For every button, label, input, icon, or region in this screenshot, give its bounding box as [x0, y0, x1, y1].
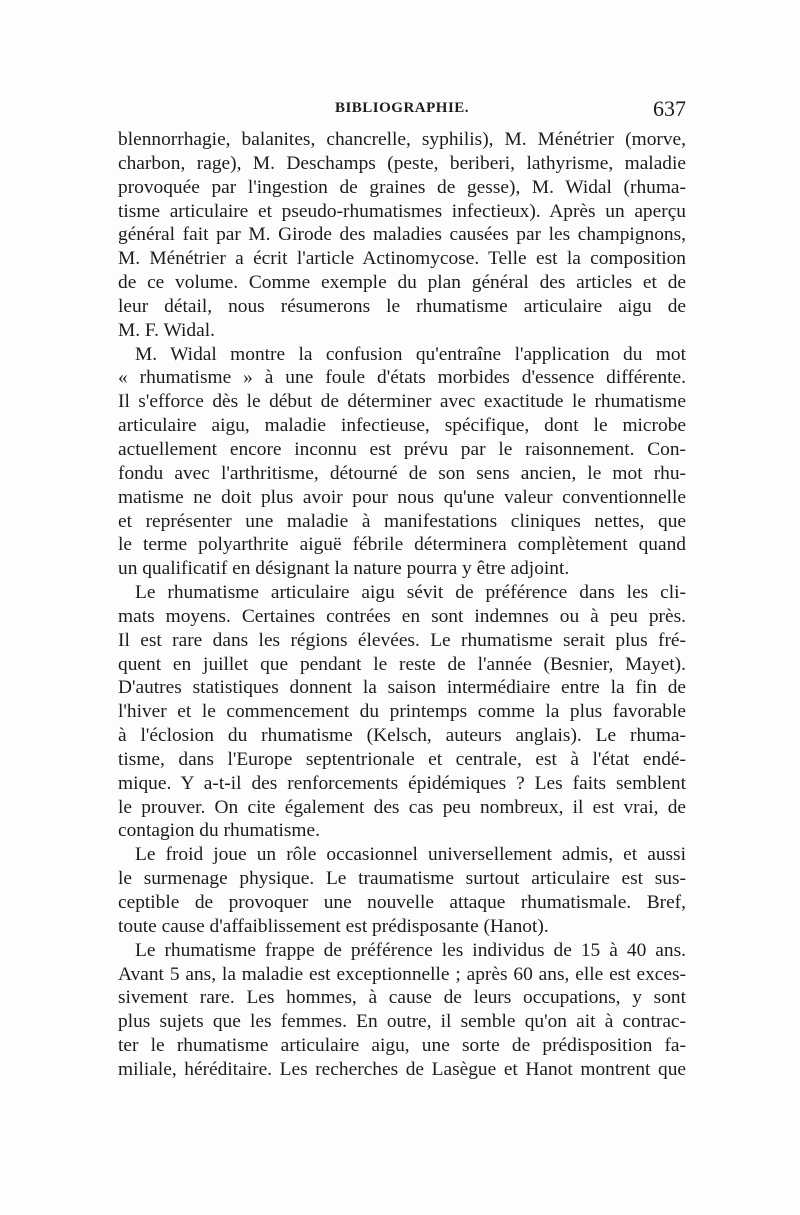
text-line: Le froid joue un rôle occasionnel universellement admis, et aussi: [135, 844, 686, 866]
text-line: « rhumatisme » à une foule d'états morbides d'essence différente.: [118, 367, 686, 389]
text-line: blennorrhagie, balanites, chancrelle, syphilis), M. Ménétrier (morve,: [118, 129, 686, 150]
text-line: charbon, rage), M. Deschamps (peste, beriberi, lathyrisme, maladie: [118, 152, 686, 174]
text-line: fondu avec l'arthritisme, détourné de son sens ancien, le mot rhu-: [118, 462, 686, 484]
text-line: plus sujets que les femmes. En outre, il semble qu'on ait à contrac-: [118, 1011, 686, 1033]
running-title: BIBLIOGRAPHIE.: [334, 100, 470, 116]
text-line: Avant 5 ans, la maladie est exceptionnelle ; après 60 ans, elle est exces-: [118, 963, 686, 985]
text-line: sivement rare. Les hommes, à cause de leurs occupations, y sont: [118, 987, 686, 1009]
text-line: mats moyens. Certaines contrées en sont indemnes ou à peu près.: [118, 605, 686, 627]
text-line: toute cause d'affaiblissement est prédisposante (Hanot).: [118, 915, 549, 937]
text-line: miliale, héréditaire. Les recherches de Lasègue et Hanot montrent que: [118, 1058, 686, 1080]
text-line: le surmenage physique. Le traumatisme surtout articulaire est sus-: [118, 868, 686, 890]
text-line: matisme ne doit plus avoir pour nous qu'une valeur conventionnelle: [118, 486, 686, 508]
text-line: tisme articulaire et pseudo-rhumatismes infectieux). Après un aperçu: [118, 200, 686, 222]
text-line: quent en juillet que pendant le reste de l'année (Besnier, Mayet).: [118, 653, 686, 675]
text-line: actuellement encore inconnu est prévu par le raisonnement. Con-: [118, 438, 686, 460]
text-line: leur détail, nous résumerons le rhumatisme articulaire aigu de: [118, 295, 686, 317]
text-line: ceptible de provoquer une nouvelle attaque rhumatismale. Bref,: [118, 892, 686, 913]
text-line: Le rhumatisme frappe de préférence les individus de 15 à 40 ans.: [135, 939, 686, 961]
text-line: ter le rhumatisme articulaire aigu, une sorte de prédisposition fa-: [118, 1035, 686, 1057]
text-line: M. Ménétrier a écrit l'article Actinomycose. Telle est la composition: [118, 248, 686, 270]
text-line: provoquée par l'ingestion de graines de gesse), M. Widal (rhuma-: [118, 176, 686, 198]
text-line: contagion du rhumatisme.: [118, 820, 320, 842]
text-line: l'hiver et le commencement du printemps comme la plus favorable: [118, 701, 686, 723]
page-number: 637: [653, 96, 686, 121]
text-line: général fait par M. Girode des maladies causées par les champignons,: [118, 224, 686, 246]
text-line: M. F. Widal.: [118, 319, 215, 341]
text-line: un qualificatif en désignant la nature pourra y être adjoint.: [118, 558, 570, 580]
body-text: [118, 128, 686, 1082]
running-head: [118, 96, 686, 126]
text-line: le terme polyarthrite aiguë fébrile déterminera complètement quand: [118, 534, 686, 556]
text-line: Il est rare dans les régions élevées. Le rhumatisme serait plus fré-: [118, 629, 686, 651]
text-line: à l'éclosion du rhumatisme (Kelsch, auteurs anglais). Le rhuma-: [118, 725, 686, 747]
text-line: Le rhumatisme articulaire aigu sévit de préférence dans les cli-: [135, 582, 686, 604]
text-line: et représenter une maladie à manifestations cliniques nettes, que: [118, 510, 686, 532]
text-line: le prouver. On cite également des cas peu nombreux, il est vrai, de: [118, 796, 686, 818]
text-line: de ce volume. Comme exemple du plan général des articles et de: [118, 272, 686, 294]
text-line: tisme, dans l'Europe septentrionale et centrale, est à l'état endé-: [118, 748, 686, 770]
text-line: mique. Y a-t-il des renforcements épidémiques ? Les faits semblent: [118, 772, 686, 794]
text-line: Il s'efforce dès le début de déterminer avec exactitude le rhumatisme: [118, 391, 686, 413]
text-line: articulaire aigu, maladie infectieuse, spécifique, dont le microbe: [118, 415, 686, 437]
text-line: D'autres statistiques donnent la saison intermédiaire entre la fin de: [118, 677, 686, 699]
text-line: M. Widal montre la confusion qu'entraîne l'application du mot: [135, 343, 686, 365]
